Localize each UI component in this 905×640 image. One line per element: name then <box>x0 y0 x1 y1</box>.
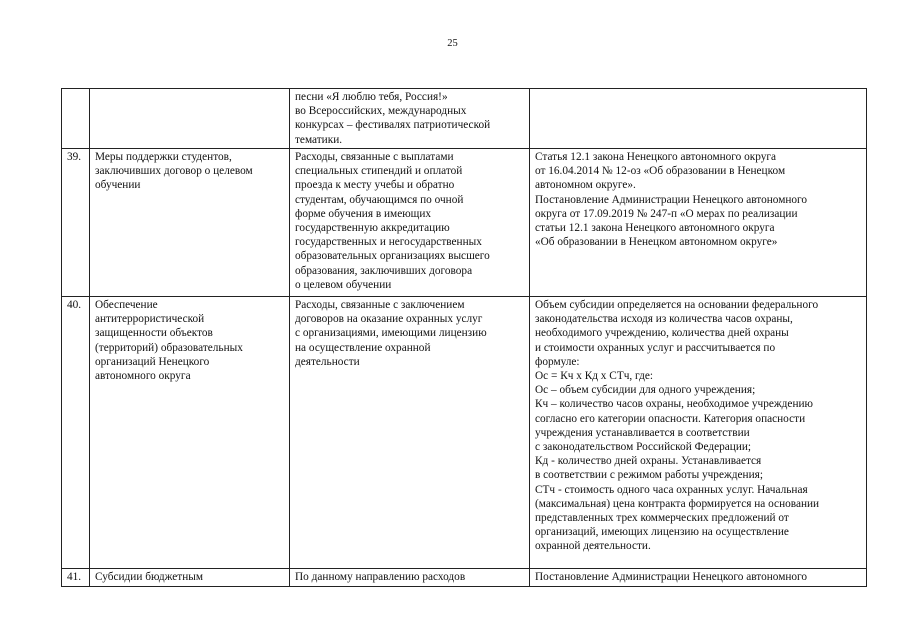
basis-cell <box>530 569 867 587</box>
text-line: Обеспечение <box>95 299 158 311</box>
text-line: представленных трех коммерческих предложений от <box>535 512 789 525</box>
text-line: «Об образовании в Ненецком автономном округе» <box>535 236 778 249</box>
measure-cell <box>90 89 290 149</box>
text-line: от 16.04.2014 № 12-оз «Об образовании в Ненецком <box>535 165 786 178</box>
text-line: с законодательством Российской Федерации; <box>535 441 752 454</box>
text-line: (максимальная) цена контракта формируется на основании <box>535 497 820 510</box>
text-line: формуле: <box>535 355 580 368</box>
text-line: Меры поддержки студентов, <box>95 151 232 163</box>
text-line: Кч – количество часов охраны, необходимое учреждению <box>535 398 813 411</box>
measure-cell <box>90 297 290 569</box>
row-number-cell <box>62 89 90 149</box>
text-line: форме обучения в имеющих <box>295 207 432 220</box>
regulation-table <box>61 88 867 587</box>
text-line: Статья 12.1 закона Ненецкого автономного округа <box>535 151 777 163</box>
text-line: обучении <box>95 179 141 192</box>
text-line: статьи 12.1 закона Ненецкого автономного округа <box>535 222 775 235</box>
expenses-cell <box>290 89 530 149</box>
text-line: законодательства исходя из количества часов охраны, <box>535 313 793 326</box>
text-line: проезда к месту учебы и обратно <box>295 179 455 192</box>
expenses-cell <box>290 297 530 569</box>
text-line: защищенности объектов <box>95 327 213 340</box>
text-line: Расходы, связанные с выплатами <box>295 151 454 163</box>
text-line: Постановление Администрации Ненецкого автономного <box>535 571 808 583</box>
basis-cell <box>530 89 867 149</box>
text-line: тематики. <box>295 133 343 146</box>
text-line: организаций, имеющих лицензию на осуществление <box>535 526 789 539</box>
text-line: студентам, обучающимся по очной <box>295 193 464 206</box>
text-line: специальных стипендий и оплатой <box>295 165 463 178</box>
table-row <box>62 297 867 569</box>
text-line: Ос – объем субсидии для одного учреждения; <box>535 384 756 397</box>
text-line: во Всероссийских, международных <box>295 105 467 118</box>
text-line: антитеррористической <box>95 313 205 326</box>
table-row <box>62 149 867 297</box>
text-line: договоров на оказание охранных услуг <box>295 313 483 326</box>
text-line: организаций Ненецкого <box>95 355 210 368</box>
text-line: Постановление Администрации Ненецкого автономного <box>535 193 808 206</box>
table-row <box>62 569 867 587</box>
text-line: государственную аккредитацию <box>295 222 450 235</box>
text-line: (территорий) образовательных <box>95 341 243 354</box>
text-line: учреждения устанавливается в соответствии <box>535 426 750 439</box>
text-line: с организациями, имеющими лицензию <box>295 327 487 340</box>
measure-cell <box>90 149 290 297</box>
text-line: в соответствии с режимом работы учреждения; <box>535 469 763 482</box>
basis-cell <box>530 297 867 569</box>
text-line: охранной деятельности. <box>535 540 651 553</box>
text-line: о целевом обучении <box>295 278 392 291</box>
measure-cell <box>90 569 290 587</box>
text-line: образовательных организациях высшего <box>295 250 490 263</box>
row-number-cell: 40. <box>62 297 90 569</box>
text-line: Субсидии бюджетным <box>95 571 203 583</box>
text-line: и стоимости охранных услуг и рассчитывается по <box>535 341 776 354</box>
text-line: на осуществление охранной <box>295 341 431 354</box>
table-row <box>62 89 867 149</box>
text-line: конкурсах – фестивалях патриотической <box>295 119 491 132</box>
row-number-cell: 39. <box>62 149 90 297</box>
row-number-cell: 41. <box>62 569 90 587</box>
expenses-cell <box>290 149 530 297</box>
text-line: необходимого учреждению, количества дней охраны <box>535 327 789 340</box>
text-line: заключивших договор о целевом <box>95 165 253 178</box>
text-line: автономного округа <box>95 370 191 383</box>
page-number: 25 <box>447 38 458 49</box>
text-line: Ос = Кч х Кд х СТч, где: <box>535 370 654 383</box>
expenses-cell <box>290 569 530 587</box>
text-line: По данному направлению расходов <box>295 571 466 583</box>
text-line: автономном округе». <box>535 179 636 192</box>
text-line: Расходы, связанные с заключением <box>295 299 465 311</box>
text-line: Кд - количество дней охраны. Устанавливается <box>535 455 762 468</box>
text-line: государственных и негосударственных <box>295 236 482 249</box>
text-line: Объем субсидии определяется на основании федерального <box>535 299 819 311</box>
basis-cell <box>530 149 867 297</box>
text-line: образования, заключивших договора <box>295 264 473 277</box>
text-line: согласно его категории опасности. Категория опасности <box>535 412 806 425</box>
text-line: деятельности <box>295 355 360 368</box>
text-line: СТч - стоимость одного часа охранных услуг. Начальная <box>535 483 808 496</box>
text-line: песни «Я люблю тебя, Россия!» <box>295 91 448 103</box>
text-line: округа от 17.09.2019 № 247-п «О мерах по реализации <box>535 207 798 220</box>
